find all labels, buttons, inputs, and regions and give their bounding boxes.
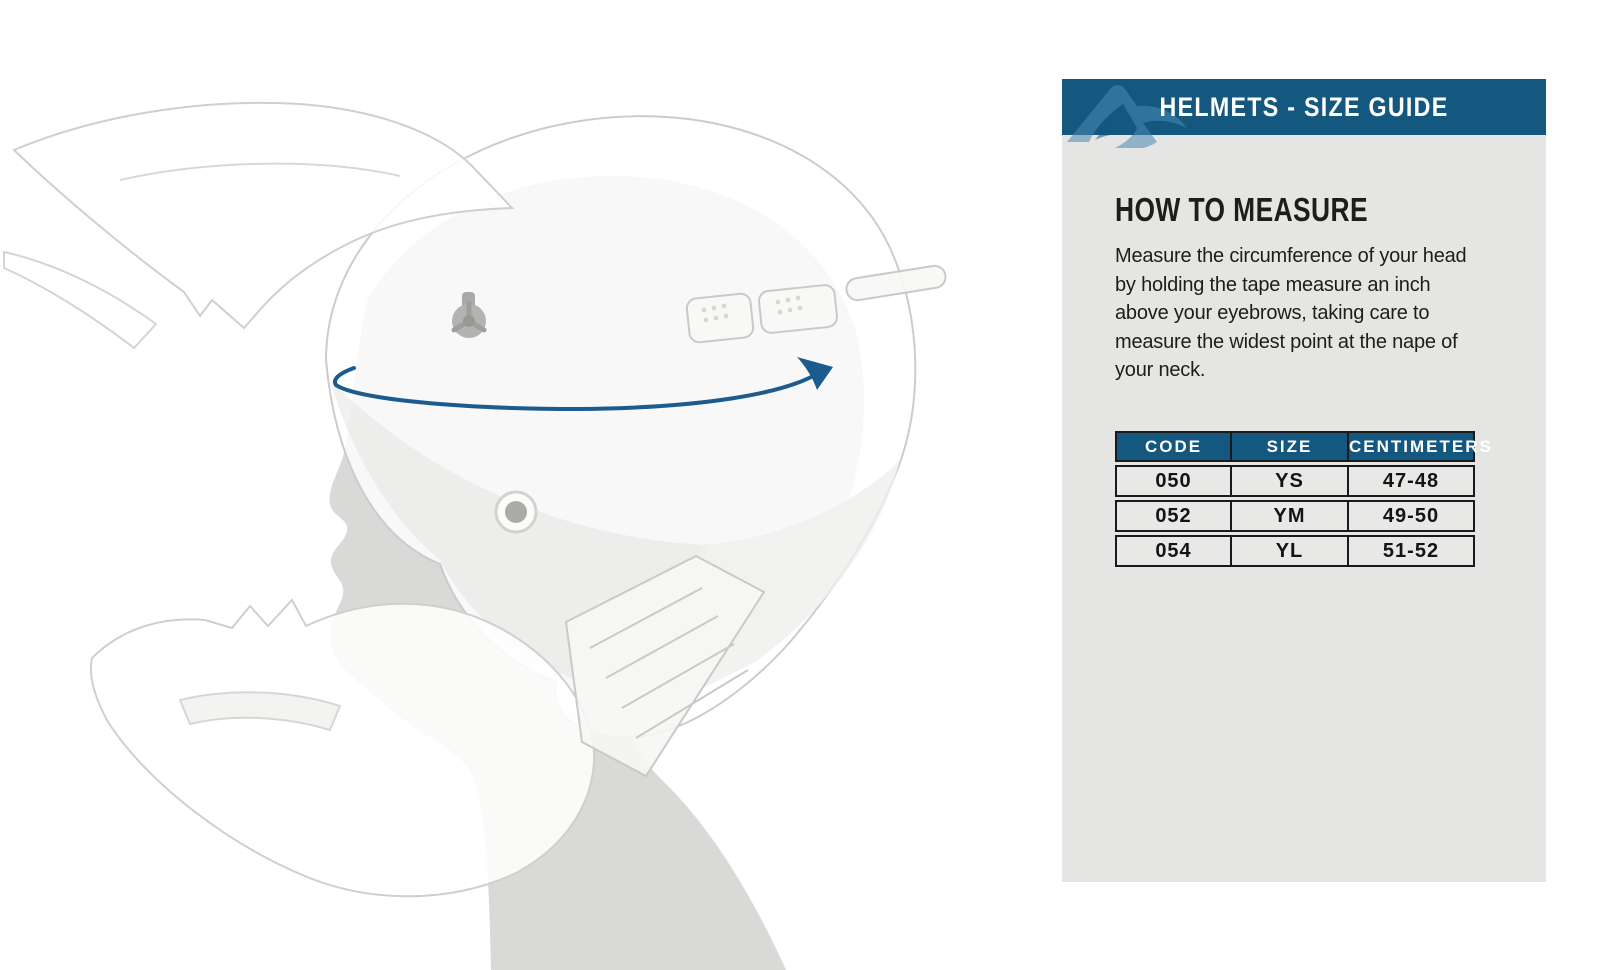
table-row — [1115, 465, 1475, 497]
cell-code: 052 — [1115, 500, 1232, 532]
size-guide-header-bar — [1062, 79, 1546, 135]
cell-centimeters: 49-50 — [1349, 500, 1475, 532]
cheek-port — [496, 492, 536, 532]
how-to-measure-heading: HOW TO MEASURE — [1115, 191, 1368, 228]
column-header-size: SIZE — [1232, 431, 1349, 462]
cell-size: YM — [1232, 500, 1349, 532]
cell-size: YL — [1232, 535, 1349, 567]
size-guide-body — [1062, 135, 1546, 882]
table-row — [1115, 535, 1475, 567]
peak-lower-blade — [4, 252, 156, 348]
column-header-centimeters: CENTIMETERS — [1349, 431, 1475, 462]
cell-centimeters: 47-48 — [1349, 465, 1475, 497]
size-table — [1115, 431, 1493, 567]
size-table-header-row — [1115, 431, 1493, 462]
size-guide-title: HELMETS - SIZE GUIDE — [1159, 91, 1449, 122]
chin-guard — [91, 600, 594, 896]
column-header-code: CODE — [1115, 431, 1232, 462]
table-row — [1115, 500, 1475, 532]
how-to-measure-text: Measure the circumference of your head by holding the tape measure an inch above your eyebrows, taking care to measure the widest point at the nape of your neck. — [1115, 245, 1467, 381]
cell-code: 054 — [1115, 535, 1232, 567]
size-guide-panel — [1062, 79, 1546, 882]
cell-centimeters: 51-52 — [1349, 535, 1475, 567]
cell-size: YS — [1232, 465, 1349, 497]
cell-code: 050 — [1115, 465, 1232, 497]
